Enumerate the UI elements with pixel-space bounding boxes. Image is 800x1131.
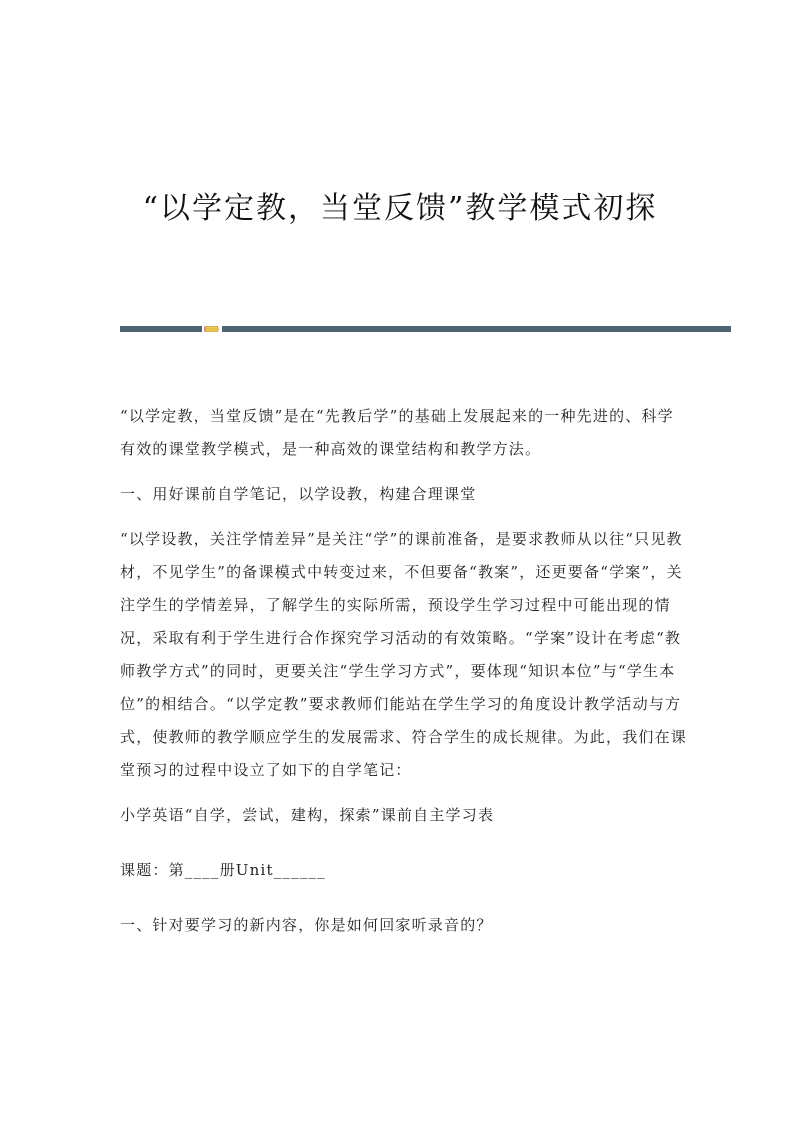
table-caption: 小学英语“自学，尝试，建构，探索”课前自主学习表 [120, 806, 495, 824]
divider-bar-left [120, 326, 202, 332]
title-divider [120, 325, 731, 333]
document-body [120, 400, 690, 942]
intro-paragraph: “以学定教，当堂反馈”是在“先教后学”的基础上发展起来的一种先进的、科学有效的课堂教学模式，是一种高效的课堂结构和教学方法。 [120, 407, 674, 458]
section-heading-1: 一、用好课前自学笔记，以学设教，构建合理课堂 [120, 485, 477, 503]
body-paragraph: “以学设教，关注学情差异”是关注“学”的课前准备，是要求教师从以往“只见教材，不见学生”的备课模式中转变过来，不但要备“教案”，还更要备“学案”，关注学生的学情差异，了解学生的实际所需，预设学生学习过程中可能出现的情况，采取有利于学生进行合作探究学习活动的有效策略。“学案”设计在考虑“教师教学方式”的同时，更要关注“学生学习方式”，要体现“知识本位”与“学生本位”的相结合。“以学定教”要求教师们能站在学生学习的角度设计教学活动与方式，使教师的教学顺应学生的发展需求、符合学生的成长规律。为此，我们在课堂预习的过程中设立了如下的自学笔记： [120, 530, 688, 779]
lesson-topic-line: 课题：第____册Unit______ [120, 861, 326, 879]
pencil-icon [204, 325, 220, 333]
document-title: “以学定教，当堂反馈”教学模式初探 [142, 191, 658, 226]
question-1: 一、针对要学习的新内容，你是如何回家听录音的？ [120, 916, 493, 934]
divider-bar-right [222, 326, 731, 332]
